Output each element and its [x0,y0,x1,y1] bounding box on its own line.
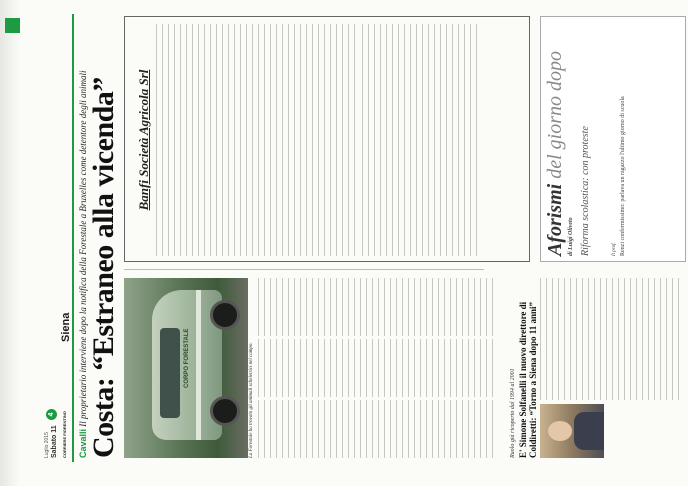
sidebar-headline: E' Simone Solfanelli il nuovo direttore di Coldiretti: “Torno a Siena dopo 11 anni” [518,301,538,458]
vehicle-window [160,328,180,418]
sidebar-kicker: Ruolo già ricoperto dal 1994 al 2001 [510,368,516,458]
article-headline: Costa: “Estraneo alla vicenda” [87,77,120,458]
masthead-day: Sabato 11 [51,425,58,458]
vehicle-stripe [196,290,201,440]
paper-name: CORRIERE FIORENTINO [62,411,67,458]
article-photo [124,278,248,458]
masthead-rule [72,14,74,462]
vehicle-logo: CORPO FORESTALE [184,328,190,388]
aforismi-author: di Luigi Oliveto [568,217,574,256]
section-title: Siena [60,312,72,342]
aforismi-quote-2: Renzi confermissimo: parlava un ragazzo l'ultimo giorno di scuola [620,96,626,256]
green-corner-marker [5,18,20,33]
kicker-place: Cavalli [78,428,88,458]
portrait-face [548,421,572,441]
notice-body-2 [362,24,482,256]
article-column-1 [258,400,498,458]
portrait-body [574,412,604,450]
kicker-text: Il proprietario interviene dopo la notifica della Forestale a Bruxelles come detentore degli animali [78,70,88,427]
masthead-date: Luglio 2015 [44,432,50,458]
aforismi-quote: Riforma scolastica: con proteste [580,126,591,256]
vehicle-wheel [210,396,240,426]
newspaper-sheet [40,14,688,462]
scan-edge-shadow [0,0,20,486]
notice-title: Banfi Società Agricola Srl [136,69,151,211]
aforismi-title-suffix: del giorno dopo [544,50,566,179]
vehicle-wheel [210,300,240,330]
portrait-photo [540,404,604,458]
sidebar-body [540,278,680,400]
article-column-2 [258,339,498,397]
aforismi-signature: Il prof. [612,242,617,256]
aforismi-title [544,22,566,256]
notice-body [156,24,356,256]
photo-caption: La Forestale ha trovato gli animali scheletrici nel campo. [249,342,254,458]
article-column-3 [258,278,498,336]
masthead [40,14,74,462]
page-number-badge: 4 [46,409,57,420]
aforismi-title-main: Aforismi [544,183,566,256]
column-divider [124,269,484,270]
